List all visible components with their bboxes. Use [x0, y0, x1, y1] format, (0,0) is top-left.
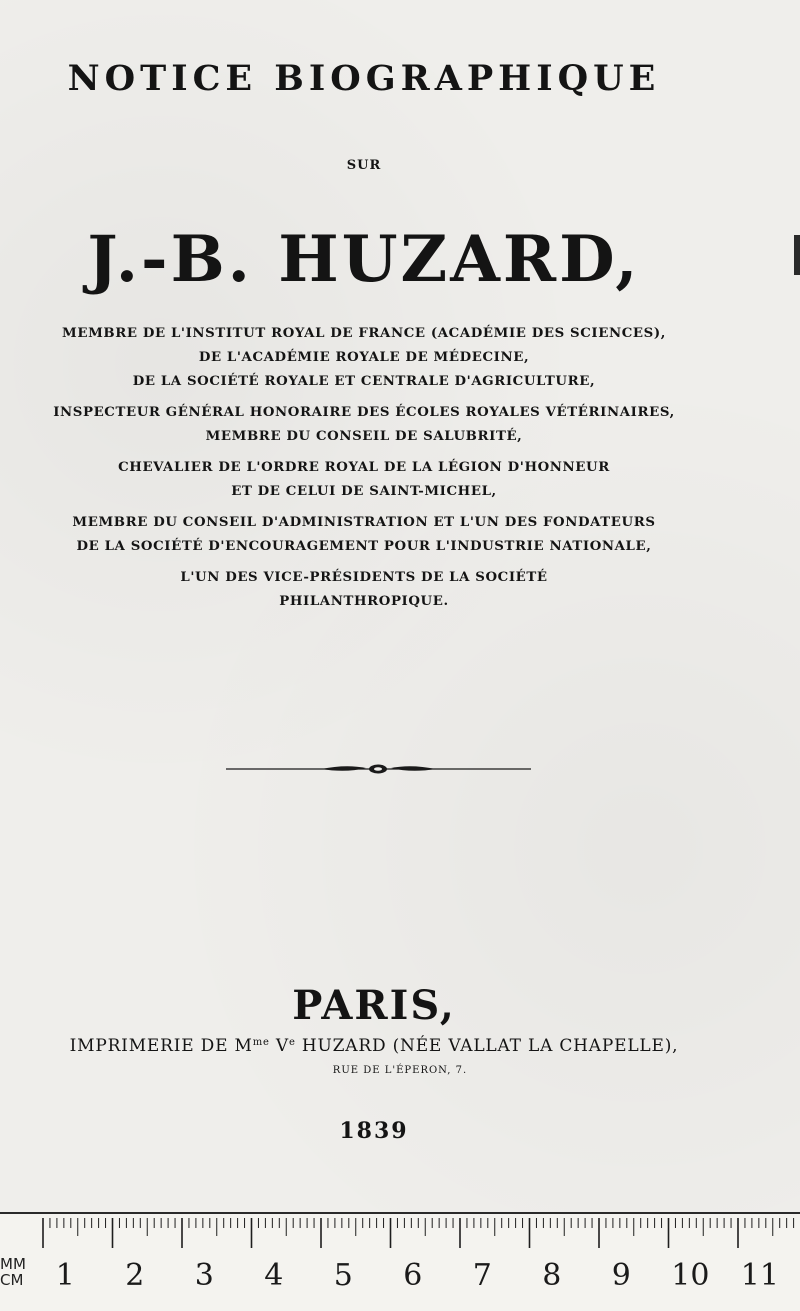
ruler-number: 9: [611, 1258, 631, 1293]
title-line: CHEVALIER DE L'ORDRE ROYAL DE LA LÉGION D'HONNEUR: [118, 460, 610, 475]
title-group: [0, 322, 764, 394]
title-line: ET DE CELUI DE SAINT-MICHEL,: [231, 484, 497, 499]
document-title: NOTICE BIOGRAPHIQUE: [67, 58, 661, 99]
measuring-ruler: [0, 1212, 800, 1311]
ruler-number: 10: [671, 1258, 710, 1293]
title-line: PHILANTHROPIQUE.: [279, 594, 449, 609]
title-line: DE LA SOCIÉTÉ ROYALE ET CENTRALE D'AGRICULTURE,: [132, 374, 596, 389]
subject-name: J.-B. HUZARD,: [87, 222, 641, 297]
printer-text: IMPRIMERIE DE M: [69, 1036, 253, 1056]
ruler-number: 3: [194, 1258, 214, 1293]
printer-text: HUZARD (NÉE VALLAT LA CHAPELLE),: [295, 1036, 679, 1056]
title-line: MEMBRE DE L'INSTITUT ROYAL DE FRANCE (ACADÉMIE DES SCIENCES),: [62, 326, 666, 341]
title-line: L'UN DES VICE-PRÉSIDENTS DE LA SOCIÉTÉ: [180, 570, 548, 585]
ruler-number: 2: [125, 1258, 145, 1293]
title-group: [0, 566, 764, 614]
title-line: INSPECTEUR GÉNÉRAL HONORAIRE DES ÉCOLES ROYALES VÉTÉRINAIRES,: [53, 405, 675, 420]
ruler-number: 6: [403, 1258, 423, 1293]
honorific-titles: [0, 322, 764, 621]
ruler-number: 1: [55, 1258, 75, 1293]
preposition-sur: SUR: [346, 158, 382, 173]
printer-line: [0, 1036, 774, 1056]
publication-city: PARIS,: [292, 982, 456, 1029]
ruler-number: 4: [264, 1258, 284, 1293]
page-edge-shadow: [794, 235, 800, 275]
ruler-number: 7: [472, 1258, 492, 1293]
printer-text: V: [269, 1036, 289, 1056]
title-line: DE LA SOCIÉTÉ D'ENCOURAGEMENT POUR L'INDUSTRIE NATIONALE,: [76, 539, 652, 554]
ruler-number: 5: [333, 1258, 353, 1293]
ruler-number: 11: [740, 1258, 779, 1293]
ruler-label-mm: MM: [0, 1255, 26, 1273]
title-group: [0, 456, 764, 504]
title-line: DE L'ACADÉMIE ROYALE DE MÉDECINE,: [198, 350, 530, 365]
printer-superscript: e: [289, 1037, 296, 1048]
title-group: [0, 401, 764, 449]
printer-superscript: me: [252, 1037, 270, 1048]
printer-address: RUE DE L'ÉPERON, 7.: [332, 1065, 468, 1076]
ruler-number: 8: [542, 1258, 562, 1293]
title-line: MEMBRE DU CONSEIL D'ADMINISTRATION ET L'UN DES FONDATEURS: [72, 515, 656, 530]
title-line: MEMBRE DU CONSEIL DE SALUBRITÉ,: [205, 429, 523, 444]
title-group: [0, 511, 764, 559]
publication-year: 1839: [339, 1118, 409, 1144]
ruler-label-cm: CM: [0, 1271, 24, 1289]
ornamental-divider: [226, 760, 531, 778]
